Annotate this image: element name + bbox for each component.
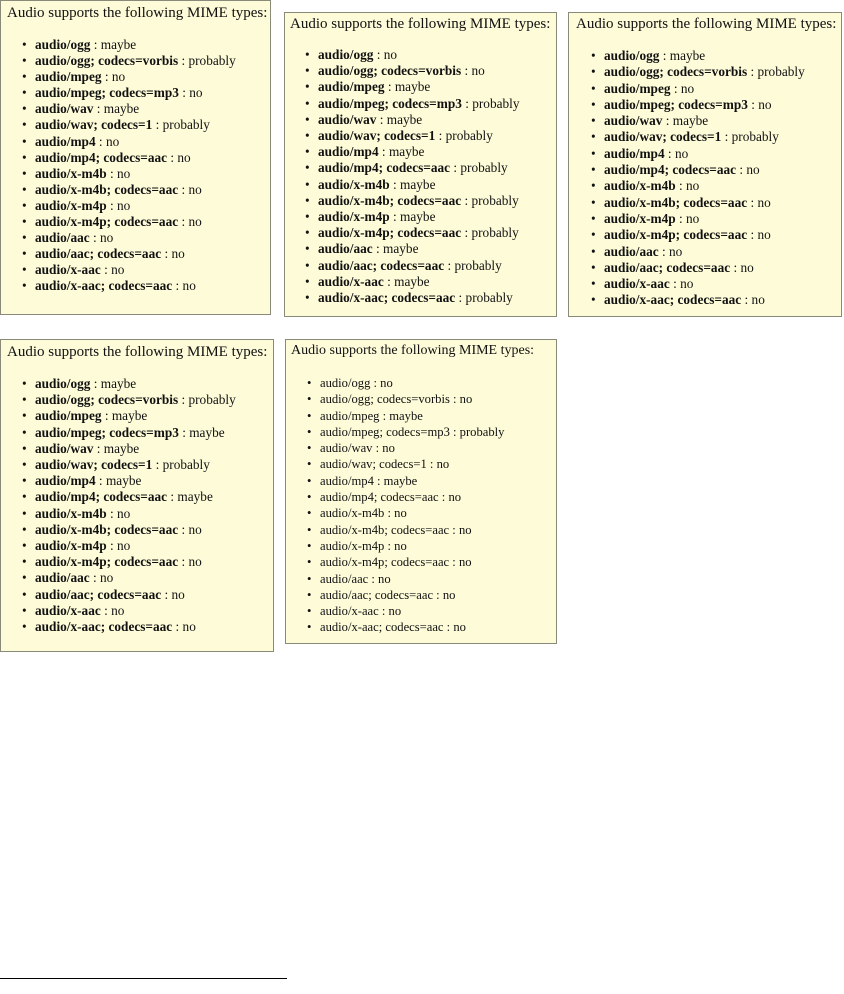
support-result: maybe (394, 273, 430, 289)
support-result: no (188, 181, 202, 197)
mime-type-item: • audio/x-aac : maybe (318, 274, 520, 290)
mime-type-item: • audio/mp4 : maybe (320, 473, 504, 489)
support-result: no (171, 246, 185, 262)
mime-type-item: • audio/mp4 : maybe (35, 473, 236, 489)
mime-type-label: audio/x-aac (320, 604, 379, 619)
mime-type-label: audio/mp4 (35, 133, 96, 149)
mime-type-item: • audio/x-m4b; codecs=aac : probably (318, 193, 520, 209)
mime-type-item: • audio/mpeg; codecs=mp3 : no (604, 97, 805, 113)
mime-type-list (604, 48, 805, 309)
mime-type-label: audio/x-m4b (320, 506, 385, 521)
mime-type-label: audio/mpeg; codecs=mp3 (320, 424, 450, 439)
support-result: probably (162, 457, 210, 473)
mime-type-item: • audio/wav; codecs=1 : probably (318, 128, 520, 144)
mime-type-list (35, 376, 236, 635)
support-result: no (100, 570, 114, 586)
footnote-divider (0, 978, 287, 979)
mime-type-item: • audio/mpeg : maybe (320, 408, 504, 424)
support-result: maybe (105, 473, 142, 489)
mime-type-label: audio/mp4; codecs=aac (35, 149, 168, 165)
mime-type-label: audio/mpeg (35, 69, 102, 85)
support-result: maybe (669, 48, 706, 63)
support-result: maybe (400, 176, 436, 192)
support-result: no (111, 69, 126, 85)
support-result: no (117, 505, 131, 521)
mime-support-panel-5 (285, 339, 557, 644)
support-result: no (448, 490, 462, 505)
mime-type-label: audio/wav; codecs=1 (604, 129, 722, 145)
panel-heading: Audio supports the following MIME types: (576, 16, 837, 32)
mime-type-list (320, 375, 504, 636)
support-result: no (171, 586, 185, 602)
mime-type-list (35, 37, 236, 295)
mime-type-item: • audio/ogg; codecs=vorbis : probably (35, 392, 236, 408)
mime-type-item: • audio/ogg; codecs=vorbis : no (320, 391, 504, 407)
mime-type-label: audio/x-m4b (604, 178, 676, 194)
mime-type-item: • audio/aac : no (35, 230, 236, 246)
mime-type-item: • audio/wav : maybe (35, 101, 236, 117)
mime-type-label: audio/x-m4b; codecs=aac (318, 192, 462, 208)
mime-type-item: • audio/mp4 : no (604, 146, 805, 162)
support-result: probably (188, 392, 236, 408)
support-result: no (757, 194, 771, 210)
mime-type-item: • audio/aac; codecs=aac : no (320, 587, 504, 603)
mime-type-item: • audio/wav : maybe (35, 441, 236, 457)
support-result: probably (731, 129, 779, 145)
mime-type-item: • audio/x-m4p : no (35, 538, 236, 554)
mime-type-label: audio/mp4 (320, 473, 374, 488)
mime-type-list (318, 47, 520, 306)
mime-support-panel-2 (284, 12, 557, 317)
support-result: probably (471, 192, 519, 208)
mime-type-label: audio/mpeg; codecs=mp3 (35, 424, 179, 440)
mime-type-item: • audio/x-m4p : no (35, 198, 236, 214)
mime-type-item: • audio/mpeg : no (604, 81, 805, 97)
mime-type-label: audio/x-aac; codecs=aac (320, 620, 444, 635)
mime-type-label: audio/aac (35, 570, 90, 586)
support-result: no (182, 278, 196, 294)
mime-type-label: audio/x-m4p (35, 197, 107, 213)
mime-type-label: audio/wav (604, 113, 663, 129)
mime-type-label: audio/wav; codecs=1 (35, 457, 153, 473)
mime-type-item: • audio/mp4; codecs=aac : probably (318, 160, 520, 176)
mime-support-panel-3 (568, 12, 842, 317)
mime-type-item: • audio/x-m4b; codecs=aac : no (604, 195, 805, 211)
mime-type-label: audio/mpeg; codecs=mp3 (35, 85, 179, 101)
support-result: no (105, 133, 120, 149)
mime-type-item: • audio/aac : no (320, 571, 504, 587)
mime-type-label: audio/aac; codecs=aac (604, 259, 731, 275)
mime-type-label: audio/mp4; codecs=aac (320, 490, 439, 505)
mime-type-item: • audio/x-m4b : no (320, 505, 504, 521)
mime-type-item: • audio/ogg : maybe (35, 37, 236, 53)
mime-type-label: audio/x-m4p; codecs=aac (35, 554, 179, 570)
mime-type-item: • audio/x-m4p : no (320, 538, 504, 554)
mime-type-label: audio/x-m4p; codecs=aac (318, 225, 462, 241)
mime-type-item: • audio/x-m4p; codecs=aac : no (604, 227, 805, 243)
panel-heading: Audio supports the following MIME types: (7, 344, 268, 360)
mime-type-label: audio/x-aac; codecs=aac (604, 292, 742, 308)
mime-type-item: • audio/ogg : maybe (35, 376, 236, 392)
mime-type-label: audio/x-m4p; codecs=aac (35, 214, 179, 230)
mime-type-item: • audio/aac : maybe (318, 241, 520, 257)
support-result: no (680, 80, 695, 96)
mime-type-label: audio/x-m4p (318, 209, 390, 225)
mime-type-label: audio/mpeg; codecs=mp3 (318, 95, 462, 111)
mime-type-item: • audio/x-aac; codecs=aac : no (35, 278, 236, 294)
support-result: maybe (388, 144, 425, 160)
support-result: probably (162, 117, 210, 133)
mime-type-item: • audio/mp4 : no (35, 134, 236, 150)
mime-type-label: audio/x-aac (35, 602, 101, 618)
mime-type-label: audio/x-m4b (318, 176, 390, 192)
mime-type-label: audio/ogg (320, 376, 371, 390)
support-result: maybe (111, 408, 148, 424)
mime-type-label: audio/mp4; codecs=aac (35, 489, 168, 505)
support-result: maybe (103, 101, 140, 117)
support-result: probably (459, 424, 505, 439)
mime-support-panel-4 (0, 339, 274, 652)
mime-type-item: • audio/wav : maybe (604, 113, 805, 129)
support-result: no (111, 602, 125, 618)
mime-type-label: audio/ogg (318, 47, 374, 62)
mime-type-item: • audio/ogg : no (318, 47, 520, 63)
mime-type-label: audio/x-aac; codecs=aac (35, 619, 173, 635)
mime-type-label: audio/mp4; codecs=aac (604, 162, 737, 178)
support-result: no (471, 63, 485, 79)
support-result: maybe (189, 424, 225, 440)
mime-type-item: • audio/ogg; codecs=vorbis : probably (604, 64, 805, 80)
mime-type-label: audio/x-m4b (35, 165, 107, 181)
mime-type-label: audio/wav (318, 111, 377, 127)
support-result: no (757, 227, 771, 243)
mime-type-item: • audio/x-m4p; codecs=aac : probably (318, 225, 520, 241)
support-result: no (686, 210, 700, 226)
mime-type-label: audio/mpeg (35, 408, 102, 424)
support-result: no (442, 587, 456, 602)
support-result: probably (460, 160, 508, 176)
mime-type-label: audio/mp4 (604, 145, 665, 161)
support-result: no (680, 276, 694, 292)
support-result: maybe (383, 473, 418, 488)
support-result: no (394, 506, 407, 521)
mime-support-panel-1 (0, 0, 271, 315)
mime-type-label: audio/x-m4p (320, 538, 385, 553)
support-result: no (394, 538, 407, 553)
support-result: no (686, 178, 700, 194)
mime-type-item: • audio/mp4; codecs=aac : no (604, 162, 805, 178)
mime-type-item: • audio/aac; codecs=aac : no (35, 587, 236, 603)
mime-type-label: audio/ogg; codecs=vorbis (35, 53, 179, 69)
mime-type-label: audio/x-m4b; codecs=aac (35, 181, 179, 197)
mime-type-item: • audio/wav : maybe (318, 112, 520, 128)
mime-type-label: audio/ogg; codecs=vorbis (320, 392, 450, 407)
mime-type-item: • audio/aac; codecs=aac : probably (318, 258, 520, 274)
mime-type-item: • audio/ogg : maybe (604, 48, 805, 64)
support-result: no (117, 538, 131, 554)
mime-type-label: audio/mpeg (320, 408, 380, 423)
support-result: no (382, 441, 395, 456)
mime-type-item: • audio/mpeg; codecs=mp3 : probably (318, 96, 520, 112)
support-result: no (188, 214, 202, 230)
mime-type-label: audio/mp4 (35, 473, 96, 489)
mime-type-label: audio/mp4; codecs=aac (318, 160, 451, 176)
mime-type-label: audio/ogg; codecs=vorbis (35, 392, 179, 408)
mime-type-item: • audio/aac : no (35, 570, 236, 586)
mime-type-item: • audio/x-m4b : no (35, 166, 236, 182)
mime-type-label: audio/wav (320, 441, 373, 456)
panel-heading: Audio supports the following MIME types: (291, 343, 535, 358)
mime-type-label: audio/aac; codecs=aac (35, 586, 162, 602)
panel-heading: Audio supports the following MIME types: (7, 5, 268, 21)
mime-type-label: audio/x-m4b (35, 505, 107, 521)
mime-type-item: • audio/mp4 : maybe (318, 144, 520, 160)
mime-type-item: • audio/x-aac; codecs=aac : no (35, 619, 236, 635)
mime-type-item: • audio/mp4; codecs=aac : maybe (35, 489, 236, 505)
mime-type-item: • audio/x-m4p; codecs=aac : no (35, 214, 236, 230)
mime-type-label: audio/x-aac (604, 276, 670, 292)
support-result: no (182, 619, 196, 635)
mime-type-item: • audio/wav; codecs=1 : no (320, 456, 504, 472)
support-result: no (117, 165, 131, 181)
panel-heading: Audio supports the following MIME types: (290, 16, 551, 32)
mime-type-label: audio/x-m4b; codecs=aac (35, 521, 179, 537)
mime-type-item: • audio/aac; codecs=aac : no (35, 246, 236, 262)
mime-type-item: • audio/mpeg; codecs=mp3 : maybe (35, 425, 236, 441)
mime-type-item: • audio/ogg : no (320, 375, 504, 391)
support-result: maybe (103, 440, 140, 456)
mime-type-item: • audio/x-m4p; codecs=aac : no (35, 554, 236, 570)
support-result: no (758, 96, 772, 112)
support-result: no (669, 243, 683, 259)
support-result: no (111, 262, 125, 278)
support-result: no (378, 571, 391, 586)
mime-type-item: • audio/x-m4p : no (604, 211, 805, 227)
mime-type-label: audio/wav; codecs=1 (320, 457, 427, 472)
mime-type-item: • audio/x-m4b : no (604, 178, 805, 194)
support-result: no (458, 555, 472, 570)
mime-type-item: • audio/mp4; codecs=aac : no (320, 489, 504, 505)
mime-type-label: audio/mpeg (604, 80, 671, 96)
mime-type-label: audio/aac; codecs=aac (35, 246, 162, 262)
mime-type-item: • audio/wav; codecs=1 : probably (35, 457, 236, 473)
mime-type-label: audio/x-aac (35, 262, 101, 278)
support-result: no (117, 197, 131, 213)
support-result: probably (472, 95, 520, 111)
mime-type-item: • audio/x-aac; codecs=aac : no (604, 292, 805, 308)
mime-type-item: • audio/x-m4b; codecs=aac : no (35, 182, 236, 198)
support-result: probably (445, 128, 493, 144)
mime-type-item: • audio/mpeg : no (35, 69, 236, 85)
support-result: no (177, 149, 191, 165)
mime-type-label: audio/aac; codecs=aac (318, 257, 445, 273)
mime-type-label: audio/mpeg (318, 79, 385, 95)
support-result: maybe (394, 79, 431, 95)
support-result: no (383, 47, 398, 62)
support-result: no (380, 376, 393, 390)
mime-type-item: • audio/ogg; codecs=vorbis : no (318, 63, 520, 79)
mime-type-label: audio/x-aac; codecs=aac (35, 278, 173, 294)
mime-type-item: • audio/x-m4b; codecs=aac : no (320, 522, 504, 538)
mime-type-item: • audio/x-aac; codecs=aac : no (320, 619, 504, 635)
mime-type-label: audio/aac (318, 241, 373, 257)
mime-type-item: • audio/mpeg : maybe (318, 79, 520, 95)
mime-type-label: audio/wav; codecs=1 (35, 117, 153, 133)
support-result: maybe (672, 113, 709, 129)
mime-type-item: • audio/x-m4p; codecs=aac : no (320, 554, 504, 570)
support-result: maybe (177, 489, 213, 505)
support-result: probably (471, 225, 519, 241)
mime-type-label: audio/x-aac; codecs=aac (318, 290, 456, 306)
mime-type-item: • audio/wav; codecs=1 : probably (604, 129, 805, 145)
mime-type-item: • audio/x-aac : no (35, 262, 236, 278)
mime-type-label: audio/ogg (604, 48, 660, 63)
support-result: probably (454, 257, 502, 273)
mime-type-item: • audio/x-m4b; codecs=aac : no (35, 522, 236, 538)
mime-type-item: • audio/x-aac : no (320, 603, 504, 619)
support-result: no (188, 554, 202, 570)
support-result: no (100, 230, 114, 246)
mime-type-label: audio/aac; codecs=aac (320, 587, 434, 602)
support-result: no (740, 259, 754, 275)
mime-type-label: audio/x-m4p (35, 538, 107, 554)
support-result: no (459, 392, 473, 407)
mime-type-label: audio/wav (35, 440, 94, 456)
mime-type-label: audio/x-m4b; codecs=aac (320, 522, 450, 537)
support-result: no (674, 145, 689, 161)
support-result: no (388, 604, 402, 619)
support-result: no (189, 85, 203, 101)
mime-type-item: • audio/mp4; codecs=aac : no (35, 150, 236, 166)
mime-type-label: audio/x-m4p (604, 210, 676, 226)
support-result: probably (465, 290, 513, 306)
mime-type-label: audio/wav; codecs=1 (318, 128, 436, 144)
mime-type-label: audio/x-m4p; codecs=aac (604, 227, 748, 243)
mime-type-item: • audio/ogg; codecs=vorbis : probably (35, 53, 236, 69)
mime-type-item: • audio/wav; codecs=1 : probably (35, 117, 236, 133)
mime-type-item: • audio/x-m4b : no (35, 506, 236, 522)
mime-type-item: • audio/wav : no (320, 440, 504, 456)
mime-type-item: • audio/x-aac : no (604, 276, 805, 292)
mime-type-item: • audio/x-m4p : maybe (318, 209, 520, 225)
mime-type-label: audio/aac (35, 230, 90, 246)
mime-type-item: • audio/x-aac : no (35, 603, 236, 619)
mime-type-item: • audio/mpeg; codecs=mp3 : probably (320, 424, 504, 440)
mime-type-item: • audio/x-m4b : maybe (318, 177, 520, 193)
mime-type-label: audio/ogg; codecs=vorbis (604, 64, 748, 80)
mime-type-label: audio/ogg (35, 376, 91, 391)
mime-type-label: audio/wav (35, 101, 94, 117)
support-result: maybe (100, 376, 137, 391)
mime-type-label: audio/aac (604, 243, 659, 259)
mime-type-item: • audio/mpeg; codecs=mp3 : no (35, 85, 236, 101)
mime-type-label: audio/x-aac (318, 273, 384, 289)
support-result: no (436, 457, 450, 472)
support-result: maybe (100, 37, 137, 52)
mime-type-label: audio/mpeg; codecs=mp3 (604, 96, 748, 112)
support-result: no (746, 162, 760, 178)
mime-type-label: audio/x-m4b; codecs=aac (604, 194, 748, 210)
mime-type-item: • audio/x-aac; codecs=aac : probably (318, 290, 520, 306)
support-result: probably (188, 53, 236, 69)
support-result: no (458, 522, 472, 537)
support-result: no (453, 620, 466, 635)
support-result: no (188, 521, 202, 537)
support-result: maybe (389, 408, 423, 423)
support-result: maybe (386, 111, 423, 127)
mime-type-item: • audio/mpeg : maybe (35, 408, 236, 424)
mime-type-label: audio/ogg (35, 37, 91, 52)
support-result: probably (757, 64, 805, 80)
support-result: maybe (400, 209, 436, 225)
mime-type-label: audio/x-m4p; codecs=aac (320, 555, 450, 570)
mime-type-item: • audio/aac; codecs=aac : no (604, 260, 805, 276)
support-result: no (751, 292, 765, 308)
mime-type-label: audio/aac (320, 571, 369, 586)
support-result: maybe (383, 241, 419, 257)
mime-type-item: • audio/aac : no (604, 244, 805, 260)
mime-type-label: audio/mp4 (318, 144, 379, 160)
mime-type-label: audio/ogg; codecs=vorbis (318, 63, 462, 79)
